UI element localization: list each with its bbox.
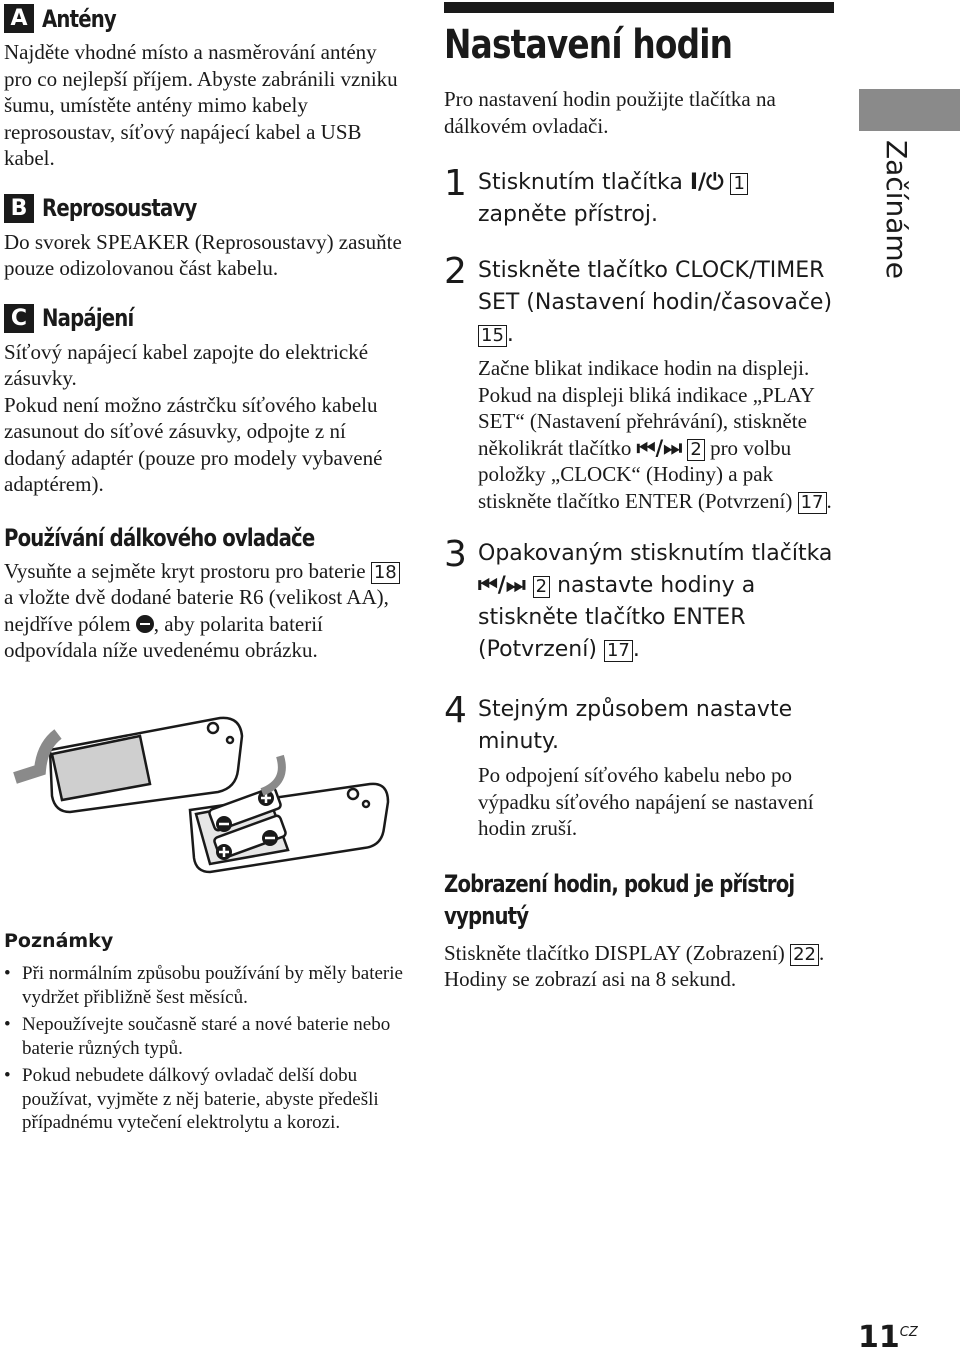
step-number: 2: [444, 251, 467, 292]
display-off-heading: Zobrazení hodin, pokud je přístroj vypnutý: [444, 869, 795, 930]
step-number: 4: [444, 690, 467, 731]
display-off-text-part: . Hodiny se zobrazí asi na 8 sekund.: [444, 940, 825, 991]
side-tab-label: Začínáme: [880, 140, 913, 279]
step-text-part: .: [506, 322, 514, 347]
ref-box: 2: [533, 576, 550, 598]
ref-box: 18: [371, 562, 400, 584]
section-letter: A: [4, 4, 34, 33]
ref-box: 1: [730, 173, 747, 195]
step-subtext-part: Pokud na displeji bliká indikace „PLAY SET“ (Nastavení přehrávání), stiskněte několikrát tlačítko: [478, 382, 815, 460]
notes-block: [4, 930, 404, 1139]
section-speakers-text: Do svorek SPEAKER (Reprosoustavy) zasuňte pouze odizolovanou část kabelu.: [4, 229, 402, 280]
remote-text-part: , aby polarita baterií odpovídala níže uvedenému obrázku.: [4, 611, 323, 662]
intro-text: Pro nastavení hodin použijte tlačítka na dálkovém ovladači.: [444, 87, 776, 138]
step-number: 3: [444, 534, 467, 575]
step-4: [444, 690, 844, 842]
note-item: • Při normálním způsobu používání by měly baterie vydržet přibližně šest měsíců.: [4, 962, 404, 1009]
section-antenna-title: [4, 4, 404, 33]
section-heading: Napájení: [42, 304, 134, 332]
notes-list: [4, 962, 404, 1135]
step-text: [478, 255, 834, 351]
page-number: [858, 1320, 918, 1355]
section-antenna-text: Najděte vhodné místo a nasměrování antény pro co nejlepší příjem. Abyste zabránili vzniku šumu, umístěte antény mimo kabely reprosoustav, síťový napájecí kabel a USB kabel.: [4, 40, 398, 170]
display-off-text-part: Stiskněte tlačítko DISPLAY (Zobrazení): [444, 940, 785, 965]
page-number-value: 11: [858, 1320, 900, 1355]
prev-next-icon: ⏮/⏭: [636, 435, 683, 460]
step-number: 1: [444, 163, 467, 204]
page-language-code: CZ: [899, 1325, 918, 1340]
step-text: [478, 538, 834, 666]
section-heading: Reprosoustavy: [42, 194, 197, 222]
section-letter: C: [4, 304, 34, 333]
note-item: • Pokud nebudete dálkový ovladač delší dobu používat, vyjměte z něj baterie, abyste předešli případnému vytečení elektrolytu a korozi.: [4, 1064, 404, 1135]
title-rule: [444, 2, 834, 13]
page-title: Nastavení hodin: [444, 22, 733, 68]
notes-heading: Poznámky: [4, 930, 114, 952]
ref-box: 15: [478, 325, 507, 347]
section-power-text-1: Síťový napájecí kabel zapojte do elektrické zásuvky.: [4, 339, 369, 390]
section-power-title: [4, 304, 404, 333]
left-column: [4, 4, 404, 664]
step-text-part: nastavte hodiny a stiskněte tlačítko ENTER (Potvrzení): [478, 573, 756, 662]
step-text: [478, 167, 834, 231]
ref-box: 17: [604, 640, 633, 662]
remote-text: [4, 558, 404, 664]
note-item: • Nepoužívejte současně staré a nové baterie nebo baterie různých typů.: [4, 1013, 404, 1060]
prev-next-icon: ⏮/⏭: [478, 573, 526, 598]
step-text-part: Stiskněte tlačítko CLOCK/TIMER SET (Nastavení hodin/časovače): [478, 258, 833, 315]
section-speakers-title: [4, 194, 404, 223]
right-column: [444, 22, 844, 993]
step-text-part: Opakovaným stisknutím tlačítka: [478, 541, 833, 566]
step-2: [444, 251, 844, 514]
step-1: [444, 163, 844, 231]
step-subtext: Začne blikat indikace hodin na displeji.: [478, 356, 810, 380]
section-letter: B: [4, 194, 34, 223]
step-subtext: Po odpojení síťového kabelu nebo po výpadku síťového napájení se nastavení hodin zruší.: [478, 763, 814, 840]
step-subtext-part: .: [826, 488, 832, 513]
step-text-part: zapněte přístroj.: [478, 202, 658, 227]
ref-box: 22: [790, 944, 819, 966]
section-power-text-2: Pokud není možno zástrčku síťového kabelu zasunout do síťové zásuvky, odpojte z ní dodaný adaptér (pouze pro modely vybavené adaptérem).: [4, 392, 383, 496]
remote-heading: Používání dálkového ovladače: [4, 523, 315, 552]
step-body: [478, 694, 834, 842]
side-tab-marker: [859, 89, 960, 131]
power-icon: I/⏻: [689, 170, 724, 195]
step-subtext: [478, 382, 834, 515]
remote-text-part: a vložte dvě dodané baterie R6 (velikost AA), nejdříve pólem: [4, 585, 389, 636]
step-subtext-part: pro volbu položky „CLOCK“ (Hodiny) a pak stiskněte tlačítko ENTER (Potvrzení): [478, 435, 793, 513]
ref-box: 17: [798, 492, 827, 514]
step-text-part: .: [632, 637, 640, 662]
step-text-part: Stisknutím tlačítka: [478, 170, 683, 195]
step-body: [478, 255, 834, 514]
step-text: Stejným způsobem nastavte minuty.: [478, 697, 793, 754]
ref-box: 2: [687, 439, 704, 461]
section-heading: Antény: [42, 4, 116, 33]
display-off-text: [444, 940, 834, 993]
step-3: [444, 534, 844, 666]
remote-battery-illustration: [0, 700, 420, 900]
minus-pole-icon: [136, 615, 154, 633]
remote-text-part: Vysuňte a sejměte kryt prostoru pro baterie: [4, 558, 366, 583]
